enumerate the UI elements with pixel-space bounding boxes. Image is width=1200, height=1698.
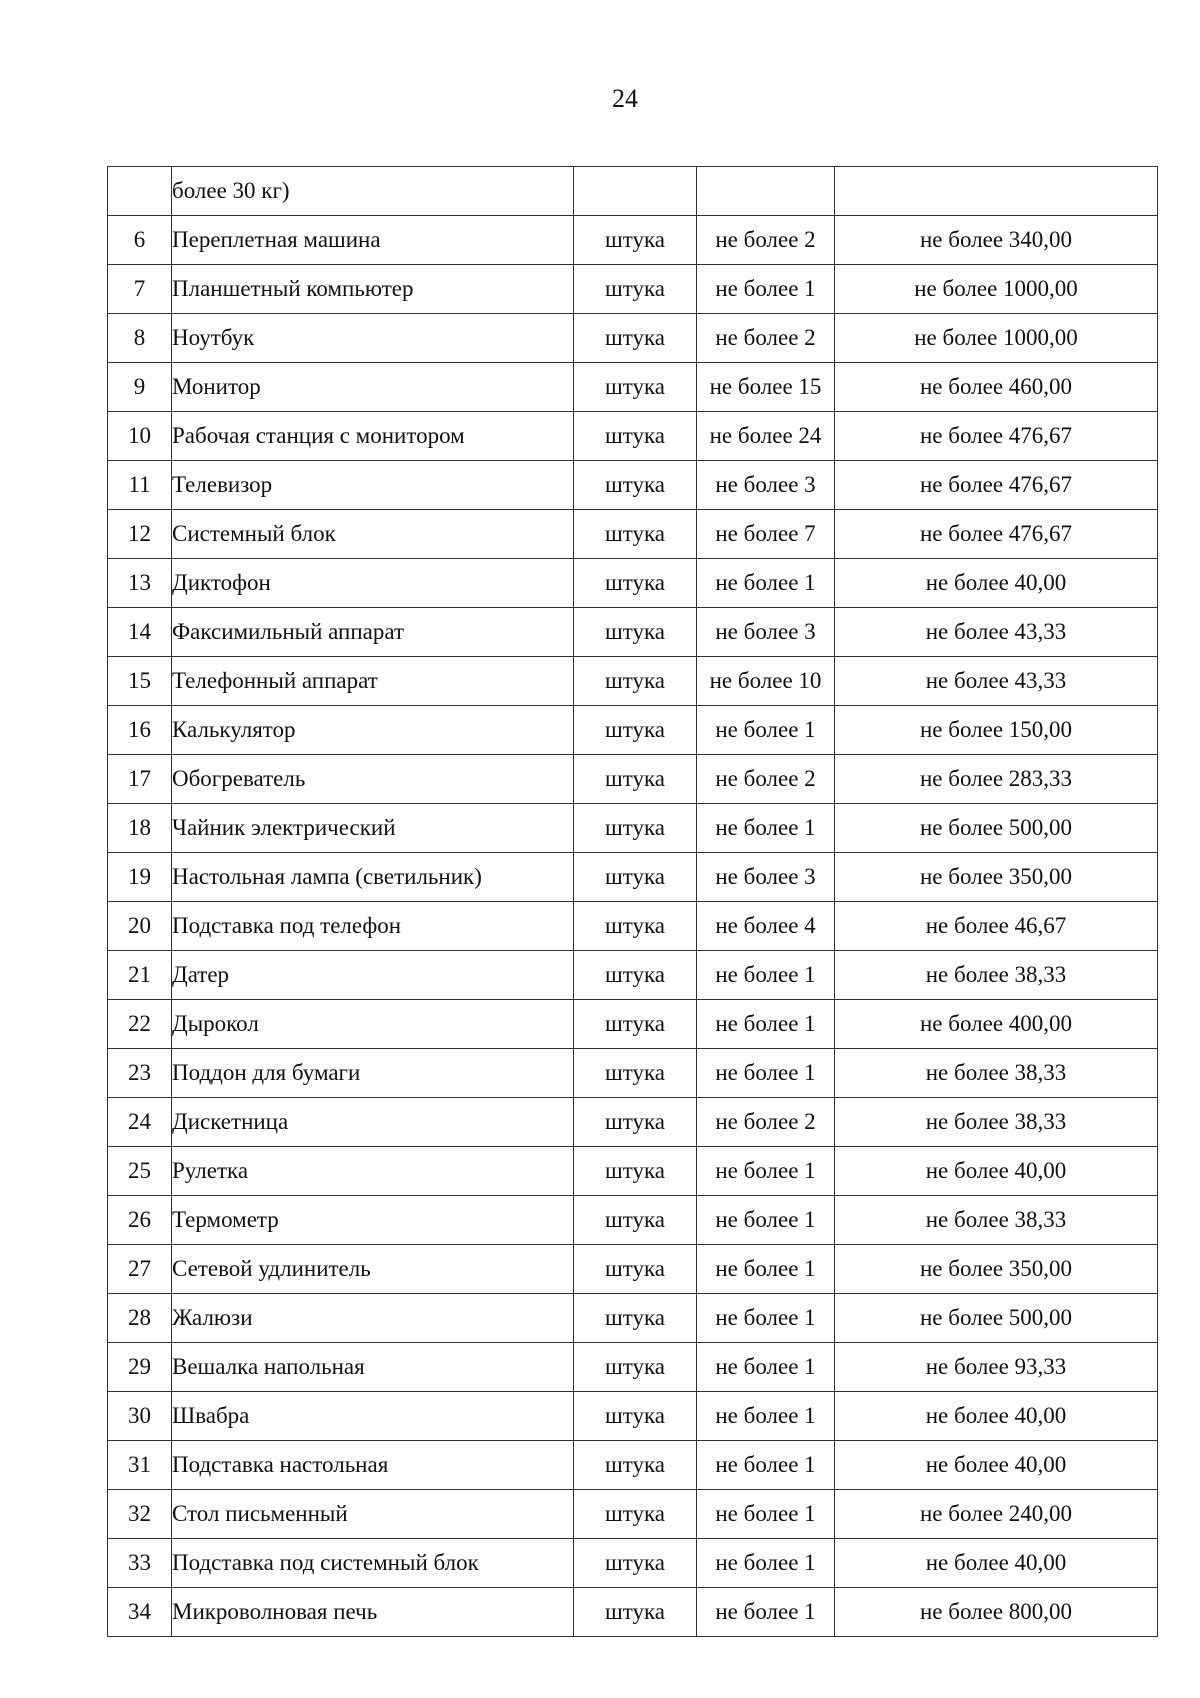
price-cell: не более 40,00 (835, 1441, 1158, 1490)
table-row (108, 1098, 1158, 1147)
unit-cell: штука (574, 1343, 697, 1392)
table-row (108, 608, 1158, 657)
row-number-cell: 28 (108, 1294, 172, 1343)
row-number-cell: 14 (108, 608, 172, 657)
table-row (108, 559, 1158, 608)
unit-cell: штука (574, 1049, 697, 1098)
row-number-cell (108, 167, 172, 216)
unit-cell: штука (574, 1196, 697, 1245)
unit-cell: штука (574, 1000, 697, 1049)
table-row (108, 1490, 1158, 1539)
item-name-cell: Настольная лампа (светильник) (172, 853, 574, 902)
unit-cell: штука (574, 902, 697, 951)
row-number-cell: 33 (108, 1539, 172, 1588)
unit-cell (574, 167, 697, 216)
item-name-cell: Швабра (172, 1392, 574, 1441)
unit-cell: штука (574, 951, 697, 1000)
unit-cell: штука (574, 853, 697, 902)
price-cell: не более 350,00 (835, 853, 1158, 902)
row-number-cell: 17 (108, 755, 172, 804)
price-cell: не более 38,33 (835, 1098, 1158, 1147)
unit-cell: штука (574, 1147, 697, 1196)
table-row-continuation (108, 167, 1158, 216)
quantity-cell: не более 1 (697, 1588, 835, 1637)
price-cell: не более 43,33 (835, 608, 1158, 657)
table-row (108, 265, 1158, 314)
quantity-cell: не более 1 (697, 1392, 835, 1441)
table-row (108, 363, 1158, 412)
price-cell: не более 500,00 (835, 1294, 1158, 1343)
row-number-cell: 11 (108, 461, 172, 510)
row-number-cell: 34 (108, 1588, 172, 1637)
row-number-cell: 25 (108, 1147, 172, 1196)
price-cell: не более 240,00 (835, 1490, 1158, 1539)
price-cell: не более 340,00 (835, 216, 1158, 265)
item-name-cell: Монитор (172, 363, 574, 412)
item-name-cell: Рабочая станция с монитором (172, 412, 574, 461)
quantity-cell: не более 1 (697, 706, 835, 755)
item-name-cell: Дырокол (172, 1000, 574, 1049)
quantity-cell: не более 2 (697, 314, 835, 363)
price-cell: не более 476,67 (835, 461, 1158, 510)
item-name-cell: Рулетка (172, 1147, 574, 1196)
row-number-cell: 26 (108, 1196, 172, 1245)
item-name-cell: Факсимильный аппарат (172, 608, 574, 657)
price-cell: не более 1000,00 (835, 265, 1158, 314)
quantity-cell: не более 1 (697, 1000, 835, 1049)
item-name-cell: Микроволновая печь (172, 1588, 574, 1637)
price-cell: не более 38,33 (835, 1049, 1158, 1098)
row-number-cell: 31 (108, 1441, 172, 1490)
item-name-cell: Стол письменный (172, 1490, 574, 1539)
unit-cell: штука (574, 608, 697, 657)
row-number-cell: 19 (108, 853, 172, 902)
table-row (108, 1588, 1158, 1637)
items-table (107, 166, 1158, 1637)
row-number-cell: 23 (108, 1049, 172, 1098)
quantity-cell: не более 1 (697, 1490, 835, 1539)
row-number-cell: 16 (108, 706, 172, 755)
quantity-cell: не более 1 (697, 804, 835, 853)
table-row (108, 706, 1158, 755)
quantity-cell: не более 3 (697, 608, 835, 657)
table-body (108, 167, 1158, 1637)
item-name-cell: Калькулятор (172, 706, 574, 755)
table-row (108, 1392, 1158, 1441)
item-name-cell: Сетевой удлинитель (172, 1245, 574, 1294)
table-row (108, 510, 1158, 559)
item-name-cell: Датер (172, 951, 574, 1000)
quantity-cell: не более 4 (697, 902, 835, 951)
item-name-cell: Подставка под системный блок (172, 1539, 574, 1588)
item-name-cell: Подставка под телефон (172, 902, 574, 951)
quantity-cell: не более 2 (697, 216, 835, 265)
table-row (108, 216, 1158, 265)
unit-cell: штука (574, 412, 697, 461)
unit-cell: штука (574, 1392, 697, 1441)
price-cell: не более 40,00 (835, 1147, 1158, 1196)
quantity-cell: не более 1 (697, 1245, 835, 1294)
unit-cell: штука (574, 1539, 697, 1588)
quantity-cell: не более 2 (697, 1098, 835, 1147)
quantity-cell: не более 3 (697, 461, 835, 510)
price-cell: не более 40,00 (835, 1539, 1158, 1588)
quantity-cell: не более 1 (697, 1343, 835, 1392)
price-cell: не более 43,33 (835, 657, 1158, 706)
row-number-cell: 24 (108, 1098, 172, 1147)
item-name-cell: Телевизор (172, 461, 574, 510)
item-name-cell: Переплетная машина (172, 216, 574, 265)
quantity-cell: не более 24 (697, 412, 835, 461)
page-number: 24 (612, 84, 638, 113)
row-number-cell: 32 (108, 1490, 172, 1539)
price-cell: не более 150,00 (835, 706, 1158, 755)
row-number-cell: 22 (108, 1000, 172, 1049)
quantity-cell: не более 3 (697, 853, 835, 902)
price-cell: не более 38,33 (835, 1196, 1158, 1245)
price-cell: не более 800,00 (835, 1588, 1158, 1637)
table-row (108, 1245, 1158, 1294)
table-row (108, 951, 1158, 1000)
unit-cell: штука (574, 706, 697, 755)
row-number-cell: 9 (108, 363, 172, 412)
unit-cell: штука (574, 1098, 697, 1147)
item-name-cell: Дискетница (172, 1098, 574, 1147)
table-row (108, 1000, 1158, 1049)
row-number-cell: 30 (108, 1392, 172, 1441)
table-row (108, 1343, 1158, 1392)
quantity-cell: не более 1 (697, 1196, 835, 1245)
quantity-cell: не более 7 (697, 510, 835, 559)
item-name-cell: Телефонный аппарат (172, 657, 574, 706)
unit-cell: штука (574, 559, 697, 608)
unit-cell: штука (574, 1490, 697, 1539)
unit-cell: штука (574, 265, 697, 314)
unit-cell: штука (574, 216, 697, 265)
quantity-cell: не более 1 (697, 1539, 835, 1588)
quantity-cell (697, 167, 835, 216)
quantity-cell: не более 2 (697, 755, 835, 804)
unit-cell: штука (574, 1245, 697, 1294)
table-row (108, 804, 1158, 853)
unit-cell: штука (574, 755, 697, 804)
item-name-cell: более 30 кг) (172, 167, 574, 216)
row-number-cell: 10 (108, 412, 172, 461)
table-row (108, 1049, 1158, 1098)
table-row (108, 902, 1158, 951)
table-row (108, 853, 1158, 902)
row-number-cell: 13 (108, 559, 172, 608)
table-row (108, 657, 1158, 706)
quantity-cell: не более 1 (697, 1441, 835, 1490)
price-cell: не более 476,67 (835, 412, 1158, 461)
price-cell: не более 38,33 (835, 951, 1158, 1000)
table-row (108, 1441, 1158, 1490)
unit-cell: штука (574, 1441, 697, 1490)
item-name-cell: Диктофон (172, 559, 574, 608)
table-row (108, 1147, 1158, 1196)
row-number-cell: 18 (108, 804, 172, 853)
quantity-cell: не более 1 (697, 1147, 835, 1196)
table-row (108, 314, 1158, 363)
row-number-cell: 8 (108, 314, 172, 363)
item-name-cell: Подставка настольная (172, 1441, 574, 1490)
item-name-cell: Ноутбук (172, 314, 574, 363)
table-row (108, 461, 1158, 510)
row-number-cell: 20 (108, 902, 172, 951)
price-cell: не более 476,67 (835, 510, 1158, 559)
price-cell: не более 500,00 (835, 804, 1158, 853)
price-cell: не более 93,33 (835, 1343, 1158, 1392)
row-number-cell: 29 (108, 1343, 172, 1392)
quantity-cell: не более 15 (697, 363, 835, 412)
table-row (108, 1539, 1158, 1588)
unit-cell: штука (574, 363, 697, 412)
unit-cell: штука (574, 657, 697, 706)
row-number-cell: 7 (108, 265, 172, 314)
quantity-cell: не более 1 (697, 265, 835, 314)
item-name-cell: Вешалка напольная (172, 1343, 574, 1392)
item-name-cell: Термометр (172, 1196, 574, 1245)
quantity-cell: не более 1 (697, 1049, 835, 1098)
item-name-cell: Планшетный компьютер (172, 265, 574, 314)
row-number-cell: 15 (108, 657, 172, 706)
item-name-cell: Обогреватель (172, 755, 574, 804)
table-row (108, 1294, 1158, 1343)
price-cell: не более 40,00 (835, 559, 1158, 608)
table-row (108, 755, 1158, 804)
quantity-cell: не более 1 (697, 559, 835, 608)
price-cell: не более 1000,00 (835, 314, 1158, 363)
item-name-cell: Жалюзи (172, 1294, 574, 1343)
table-row (108, 412, 1158, 461)
item-name-cell: Системный блок (172, 510, 574, 559)
price-cell: не более 460,00 (835, 363, 1158, 412)
price-cell: не более 46,67 (835, 902, 1158, 951)
price-cell: не более 400,00 (835, 1000, 1158, 1049)
table-row (108, 1196, 1158, 1245)
quantity-cell: не более 1 (697, 951, 835, 1000)
price-cell: не более 40,00 (835, 1392, 1158, 1441)
quantity-cell: не более 10 (697, 657, 835, 706)
quantity-cell: не более 1 (697, 1294, 835, 1343)
unit-cell: штука (574, 461, 697, 510)
row-number-cell: 12 (108, 510, 172, 559)
row-number-cell: 21 (108, 951, 172, 1000)
unit-cell: штука (574, 1588, 697, 1637)
unit-cell: штука (574, 510, 697, 559)
item-name-cell: Поддон для бумаги (172, 1049, 574, 1098)
row-number-cell: 6 (108, 216, 172, 265)
row-number-cell: 27 (108, 1245, 172, 1294)
price-cell: не более 283,33 (835, 755, 1158, 804)
unit-cell: штука (574, 314, 697, 363)
item-name-cell: Чайник электрический (172, 804, 574, 853)
unit-cell: штука (574, 804, 697, 853)
price-cell: не более 350,00 (835, 1245, 1158, 1294)
unit-cell: штука (574, 1294, 697, 1343)
price-cell (835, 167, 1158, 216)
